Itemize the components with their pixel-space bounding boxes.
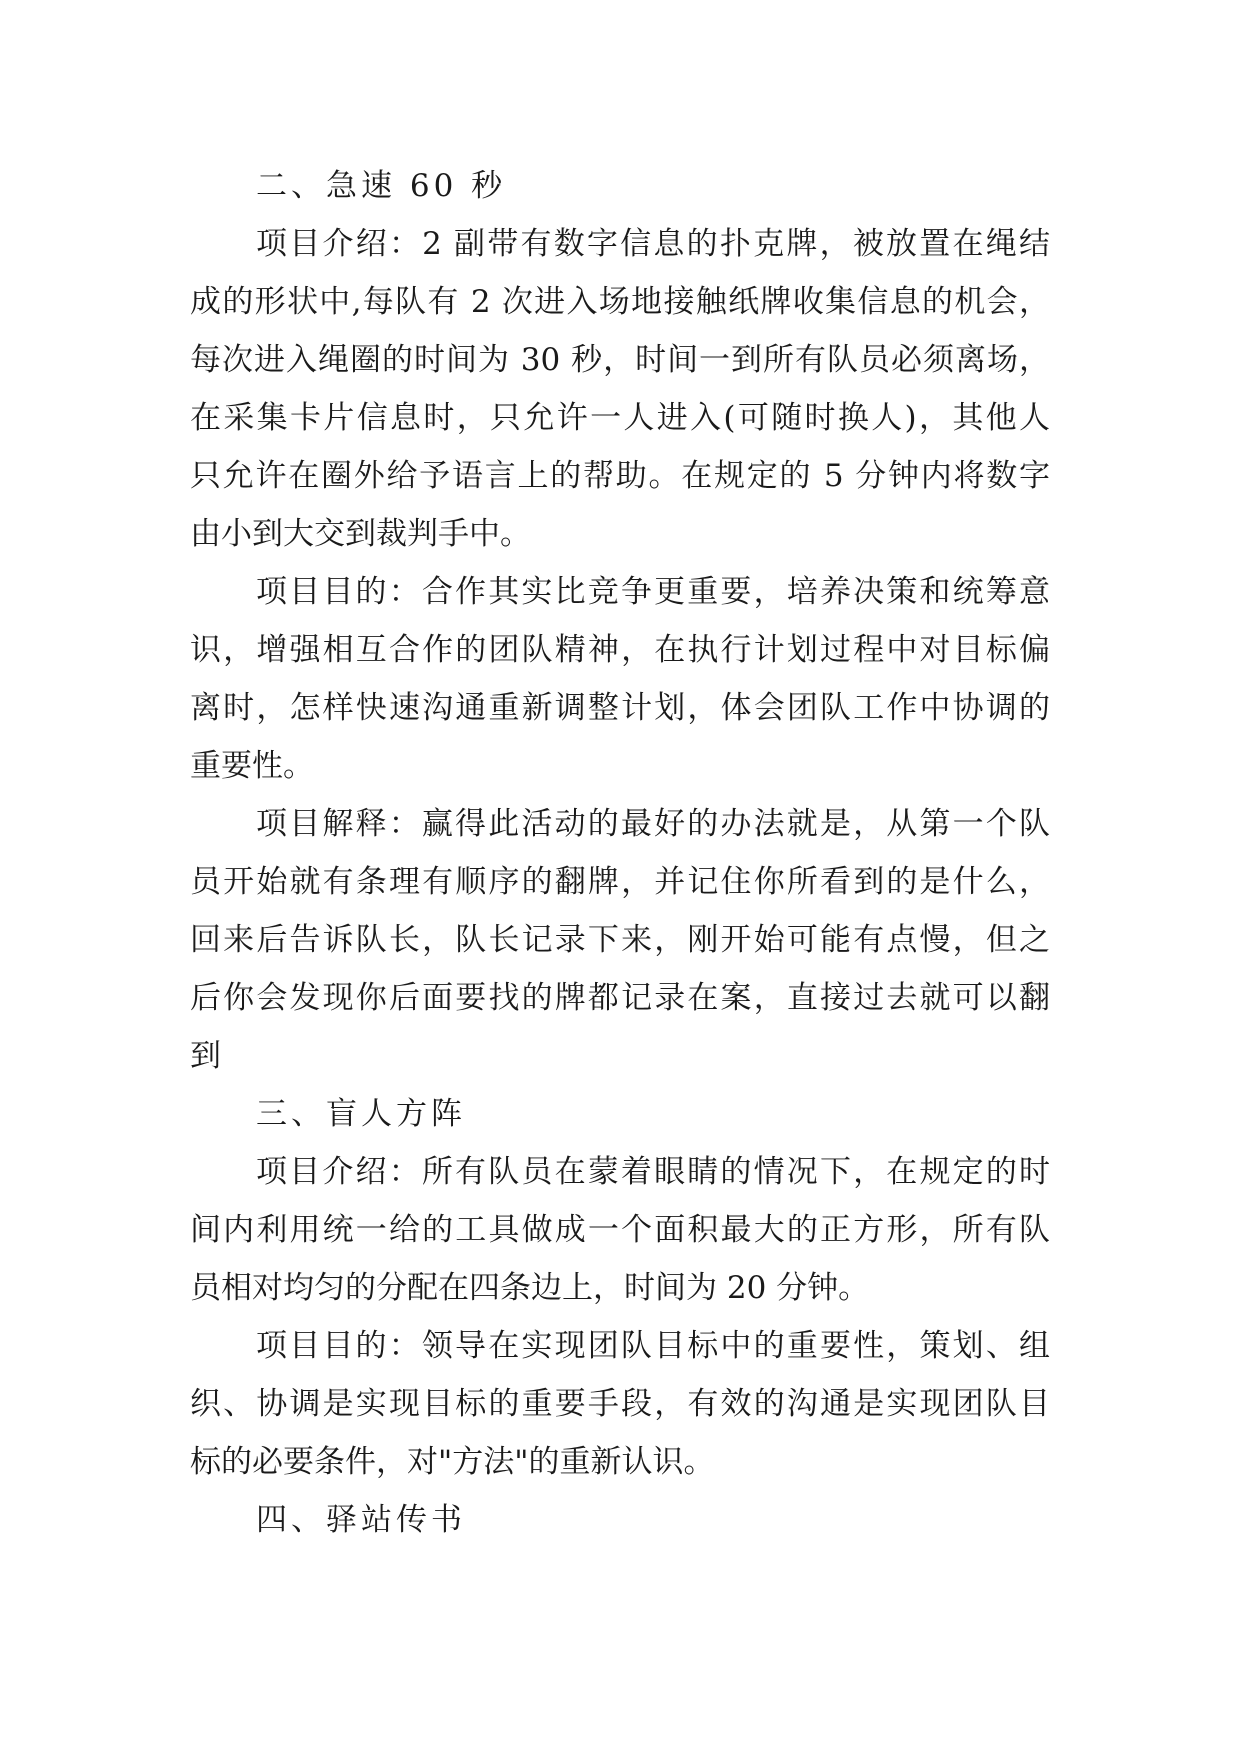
section-heading-4: 四、驿站传书 — [256, 1502, 466, 1538]
text-line: 回来后告诉队长，队长记录下来，刚开始可能有点慢，但之 — [190, 922, 1050, 958]
document-body — [190, 157, 1050, 1549]
text-line: 每次进入绳圈的时间为 30 秒，时间一到所有队员必须离场， — [190, 342, 1050, 378]
section-heading-2: 二、急速 60 秒 — [256, 168, 507, 204]
text-line: 织、协调是实现目标的重要手段，有效的沟通是实现团队目 — [190, 1386, 1050, 1422]
text-line: 识，增强相互合作的团队精神，在执行计划过程中对目标偏 — [190, 632, 1050, 668]
text-line: 标的必要条件，对"方法"的重新认识。 — [190, 1444, 715, 1480]
paragraph-s3-intro — [190, 1143, 1050, 1317]
text-line: 员相对均匀的分配在四条边上，时间为 20 分钟。 — [190, 1270, 870, 1306]
paragraph-s2-purpose — [190, 563, 1050, 795]
text-line: 只允许在圈外给予语言上的帮助。在规定的 5 分钟内将数字 — [190, 458, 1050, 494]
text-line: 项目目的：合作其实比竞争更重要，培养决策和统筹意 — [256, 574, 1050, 610]
text-line: 项目解释：赢得此活动的最好的办法就是，从第一个队 — [256, 806, 1050, 842]
paragraph-s2-intro — [190, 215, 1050, 563]
paragraph-s3-purpose — [190, 1317, 1050, 1491]
text-line: 项目介绍：所有队员在蒙着眼睛的情况下，在规定的时 — [256, 1154, 1050, 1190]
text-line: 由小到大交到裁判手中。 — [190, 516, 531, 552]
section-heading-3: 三、盲人方阵 — [256, 1096, 466, 1132]
text-line: 项目介绍：2 副带有数字信息的扑克牌，被放置在绳结 — [256, 226, 1050, 262]
text-line: 间内利用统一给的工具做成一个面积最大的正方形，所有队 — [190, 1212, 1050, 1248]
text-line: 后你会发现你后面要找的牌都记录在案，直接过去就可以翻 — [190, 980, 1050, 1016]
text-line: 员开始就有条理有顺序的翻牌，并记住你所看到的是什么， — [190, 864, 1050, 900]
text-line: 成的形状中,每队有 2 次进入场地接触纸牌收集信息的机会， — [190, 284, 1050, 320]
text-line: 项目目的：领导在实现团队目标中的重要性，策划、组 — [256, 1328, 1050, 1364]
paragraph-s2-explain — [190, 795, 1050, 1085]
text-line: 在采集卡片信息时，只允许一人进入(可随时换人)，其他人 — [190, 400, 1050, 436]
text-line: 离时，怎样快速沟通重新调整计划，体会团队工作中协调的 — [190, 690, 1050, 726]
text-line: 重要性。 — [190, 748, 314, 784]
text-line: 到 — [190, 1038, 221, 1074]
